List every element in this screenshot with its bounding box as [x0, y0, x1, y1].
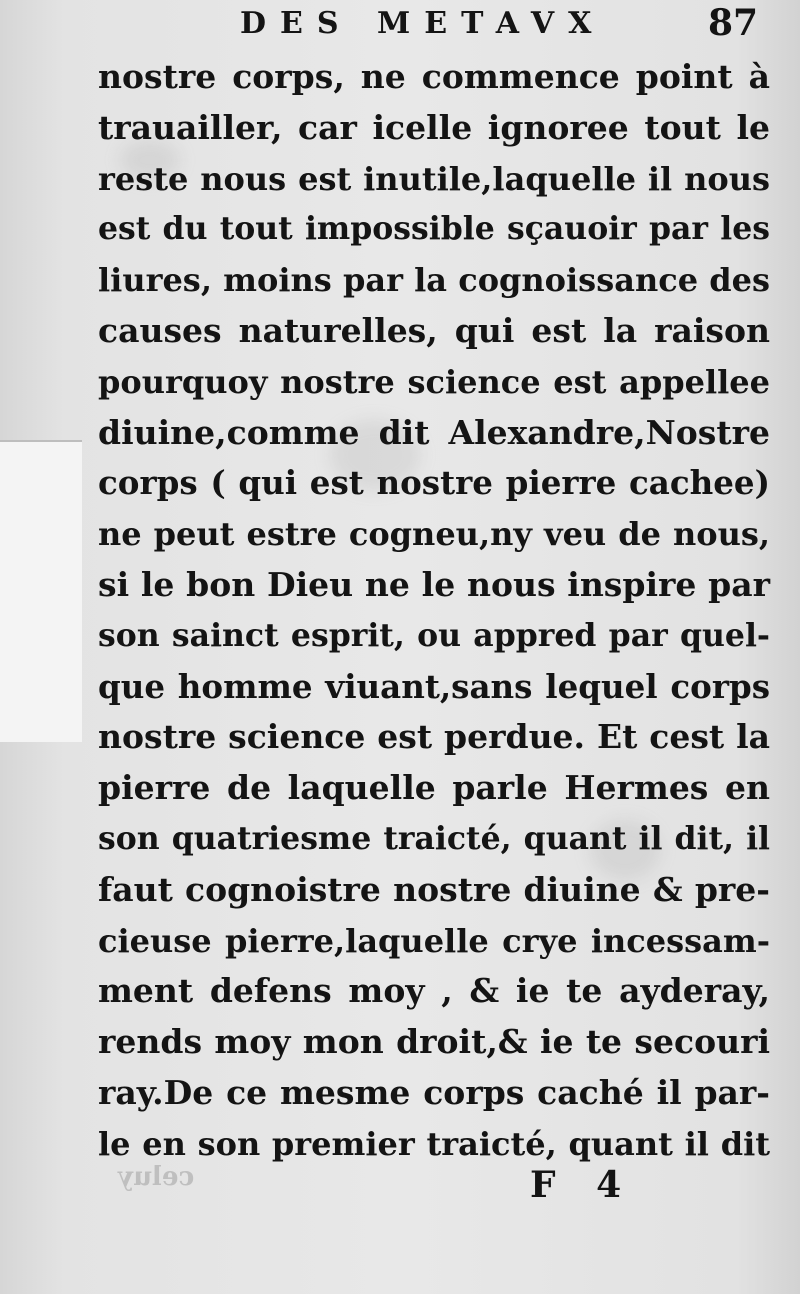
- text-line: pourquoy nostre science est appellee: [98, 362, 770, 401]
- text-line: cieuse pierre,laquelle crye incessam-: [98, 921, 770, 960]
- text-line: causes naturelles, qui est la raison: [98, 310, 770, 350]
- text-line: rends moy mon droit,& ie te secouri: [98, 1022, 770, 1062]
- text-line: que homme viuant,sans lequel corps: [98, 666, 770, 706]
- text-line: pierre de laquelle parle Hermes en: [98, 768, 770, 808]
- bleed-through-text: celuy: [118, 1162, 195, 1192]
- text-line: son sainct esprit, ou appred par quel-: [98, 616, 770, 654]
- signature-mark: F 4: [530, 1164, 636, 1206]
- text-line: ne peut estre cogneu,ny veu de nous,: [98, 515, 770, 554]
- text-line: liures, moins par la cognoissance des: [98, 261, 770, 300]
- text-line: corps ( qui est nostre pierre cachee): [98, 463, 770, 503]
- text-line: faut cognoistre nostre diuine & pre-: [98, 869, 770, 909]
- text-line: ray.De ce mesme corps caché il par-: [98, 1072, 770, 1112]
- text-line: nostre science est perdue. Et cest la: [98, 717, 770, 757]
- paper-tab: [0, 440, 82, 742]
- text-line: reste nous est inutile,laquelle il nous: [98, 159, 770, 198]
- text-line: ment defens moy , & ie te ayderay,: [98, 971, 770, 1011]
- text-line: si le bon Dieu ne le nous inspire par: [98, 564, 770, 604]
- text-line: le en son premier traicté, quant il dit: [98, 1124, 770, 1163]
- text-line: nostre corps, ne commence point à: [98, 57, 770, 96]
- text-line: son quatriesme traicté, quant il dit, il: [98, 819, 770, 857]
- text-line: trauailler, car icelle ignoree tout le: [98, 107, 770, 147]
- running-head: DES METAVX: [240, 6, 606, 41]
- text-line: diuine,comme dit Alexandre,Nostre: [98, 412, 770, 452]
- text-line: est du tout impossible sçauoir par les: [98, 210, 770, 248]
- page-number: 87: [708, 2, 759, 44]
- body-text: [98, 52, 770, 1170]
